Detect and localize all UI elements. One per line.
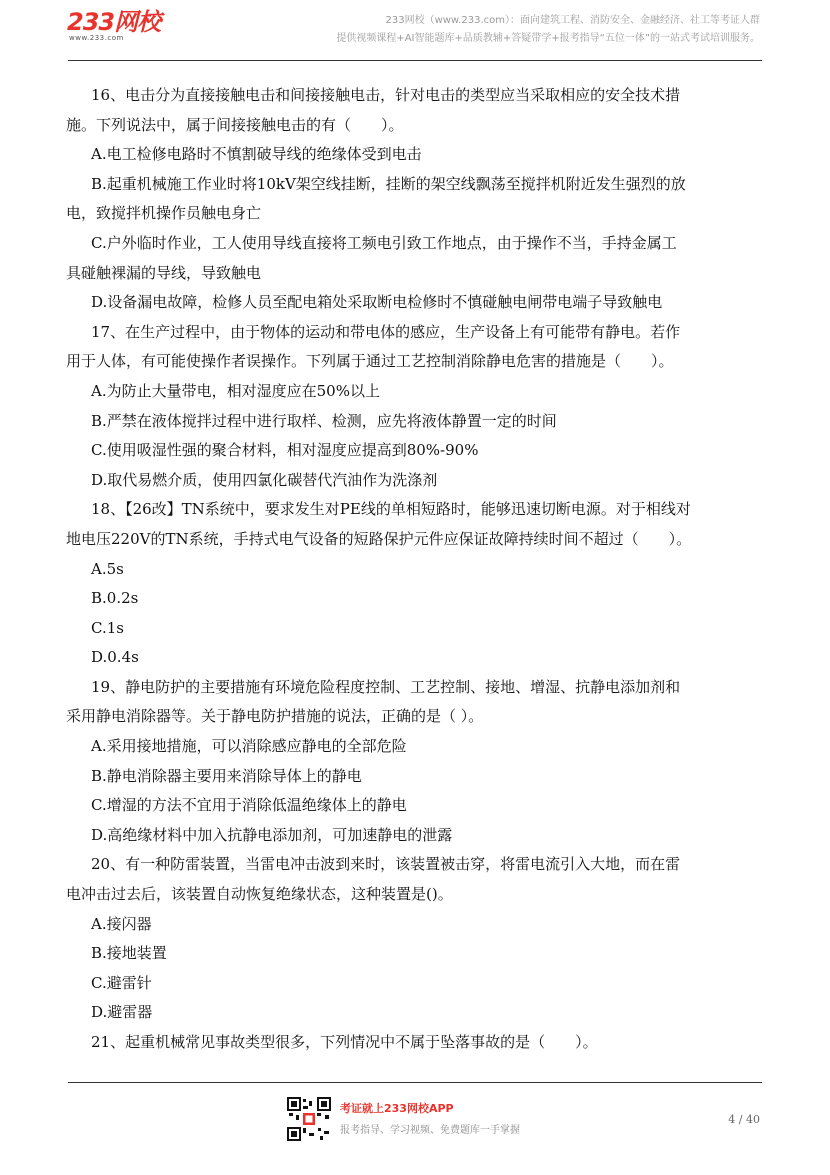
logo-text: 233网校: [67, 8, 161, 36]
text-line: D.高绝缘材料中加入抗静电添加剂，可加速静电的泄露: [91, 825, 453, 844]
text-line: C.户外临时作业，工人使用导线直接将工频电引致工作地点，由于操作不当，手持金属工: [91, 233, 677, 252]
text-line: C.使用吸湿性强的聚合材料，相对湿度应提高到80%-90%: [91, 441, 479, 460]
text-line: C.增湿的方法不宜用于消除低温绝缘体上的静电: [91, 796, 407, 815]
text-line: 采用静电消除器等。关于静电防护措施的说法，正确的是（ ）。: [66, 707, 484, 726]
page-header: [0, 0, 830, 60]
text-line: 20、有一种防雷装置，当雷电冲击波到来时，该装置被击穿，将雷电流引入大地，而在雷: [91, 855, 681, 874]
text-line: 21、起重机械常见事故类型很多，下列情况中不属于坠落事故的是（ ）。: [91, 1033, 598, 1051]
text-line: C.避雷针: [91, 973, 152, 992]
text-line: B.接地装置: [91, 944, 167, 963]
page-number: 4 / 40: [728, 1113, 760, 1126]
page-footer: [0, 1090, 830, 1150]
brand-logo: [67, 10, 160, 42]
header-line-1: 233网校（www.233.com）：面向建筑工程、消防安全、金融经济、社工等考证人群: [385, 15, 760, 26]
text-line: 具碰触裸漏的导线，导致触电: [66, 263, 262, 282]
text-line: 电，致搅拌机操作员触电身亡: [66, 204, 262, 223]
document-body: [66, 81, 762, 1058]
text-line: 地电压220V的TN系统，手持式电气设备的短路保护元件应保证故障持续时间不超过（ ）。: [66, 529, 692, 548]
header-divider: [68, 60, 762, 61]
header-line-2: 提供视频课程+AI智能题库+品质教辅+答疑带学+报考指导“五位一体”的一站式考试培训服务。: [336, 33, 760, 44]
text-line: A.电工检修电路时不慎割破导线的绝缘体受到电击: [91, 145, 422, 164]
text-line: B.起重机械施工作业时将10kV架空线挂断，挂断的架空线飘荡至搅拌机附近发生强烈的放: [91, 174, 686, 193]
qr-code-icon: [287, 1097, 331, 1141]
text-line: B.静电消除器主要用来消除导体上的静电: [91, 766, 362, 785]
text-line: 电冲击过去后，该装置自动恢复绝缘状态，这种装置是()。: [66, 885, 453, 904]
footer-subtitle: 报考指导、学习视频、免费题库一手掌握: [340, 1125, 520, 1136]
text-line: 17、在生产过程中，由于物体的运动和带电体的感应，生产设备上有可能带有静电。若作: [91, 322, 681, 341]
text-line: 19、静电防护的主要措施有环境危险程度控制、工艺控制、接地、增湿、抗静电添加剂和: [91, 677, 681, 696]
text-line: 用于人体，有可能使操作者误操作。下列属于通过工艺控制消除静电危害的措施是（ ）。: [66, 352, 674, 371]
text-line: D.0.4s: [91, 648, 139, 667]
text-line: D.设备漏电故障，检修人员至配电箱处采取断电检修时不慎碰触电闸带电端子导致触电: [91, 293, 663, 312]
header-tagline: [336, 12, 760, 48]
text-line: B.严禁在液体搅拌过程中进行取样、检测，应先将液体静置一定的时间: [91, 411, 557, 430]
text-line: C.1s: [91, 618, 124, 637]
footer-title: 考证就上233网校APP: [340, 1102, 454, 1115]
footer-divider: [68, 1082, 762, 1083]
text-line: D.避雷器: [91, 1003, 153, 1022]
text-line: D.取代易燃介质，使用四氯化碳替代汽油作为洗涤剂: [91, 470, 438, 489]
text-line: B.0.2s: [91, 589, 139, 608]
text-line: A.接闪器: [91, 914, 152, 933]
text-line: 18、【26改】TN系统中，要求发生对PE线的单相短路时，能够迅速切断电源。对于相线对: [91, 500, 691, 519]
text-line: 施。下列说法中，属于间接接触电击的有（ ）。: [66, 115, 404, 134]
logo-url: www.233.com: [69, 34, 124, 42]
text-line: A.5s: [91, 559, 124, 578]
text-line: A.采用接地措施，可以消除感应静电的全部危险: [91, 737, 407, 756]
text-line: A.为防止大量带电，相对湿度应在50%以上: [91, 381, 380, 400]
text-line: 16、电击分为直接接触电击和间接接触电击，针对电击的类型应当采取相应的安全技术措: [91, 86, 681, 104]
